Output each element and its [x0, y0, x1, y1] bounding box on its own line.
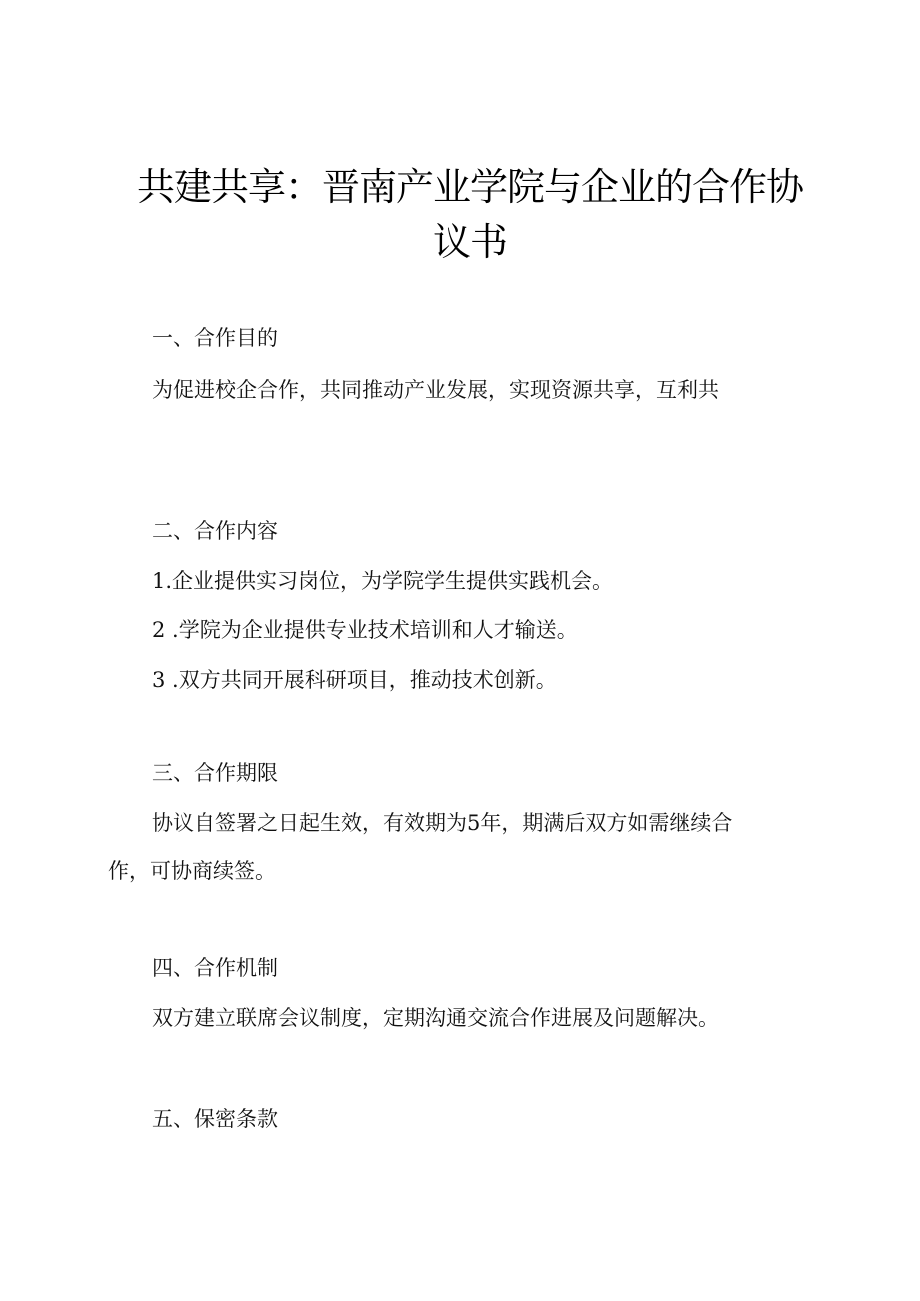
section2-item-1: 1.企业提供实习岗位，为学院学生提供实践机会。	[152, 569, 614, 593]
section3-body-line1: 协议自签署之日起生效，有效期为5年，期满后双方如需继续合	[152, 811, 733, 835]
section2-item-2: 2 .学院为企业提供专业技术培训和人才输送。	[152, 618, 578, 642]
section4-body: 双方建立联席会议制度，定期沟通交流合作进展及问题解决。	[152, 1006, 719, 1030]
section2-item-3: 3 .双方共同开展科研项目，推动技术创新。	[152, 668, 557, 692]
section3-body-line2: 作，可协商续签。	[108, 859, 276, 883]
section1-body: 为促进校企合作，共同推动产业发展，实现资源共享，互利共	[152, 378, 719, 402]
section3-heading: 三、合作期限	[152, 761, 278, 785]
section1-heading: 一、合作目的	[152, 326, 278, 350]
document-title-line1: 共建共享：晋南产业学院与企业的合作协	[136, 165, 803, 209]
document-title-line2: 议书	[432, 220, 507, 264]
section2-heading: 二、合作内容	[152, 519, 278, 543]
section4-heading: 四、合作机制	[152, 956, 278, 980]
section5-heading: 五、保密条款	[152, 1107, 278, 1131]
